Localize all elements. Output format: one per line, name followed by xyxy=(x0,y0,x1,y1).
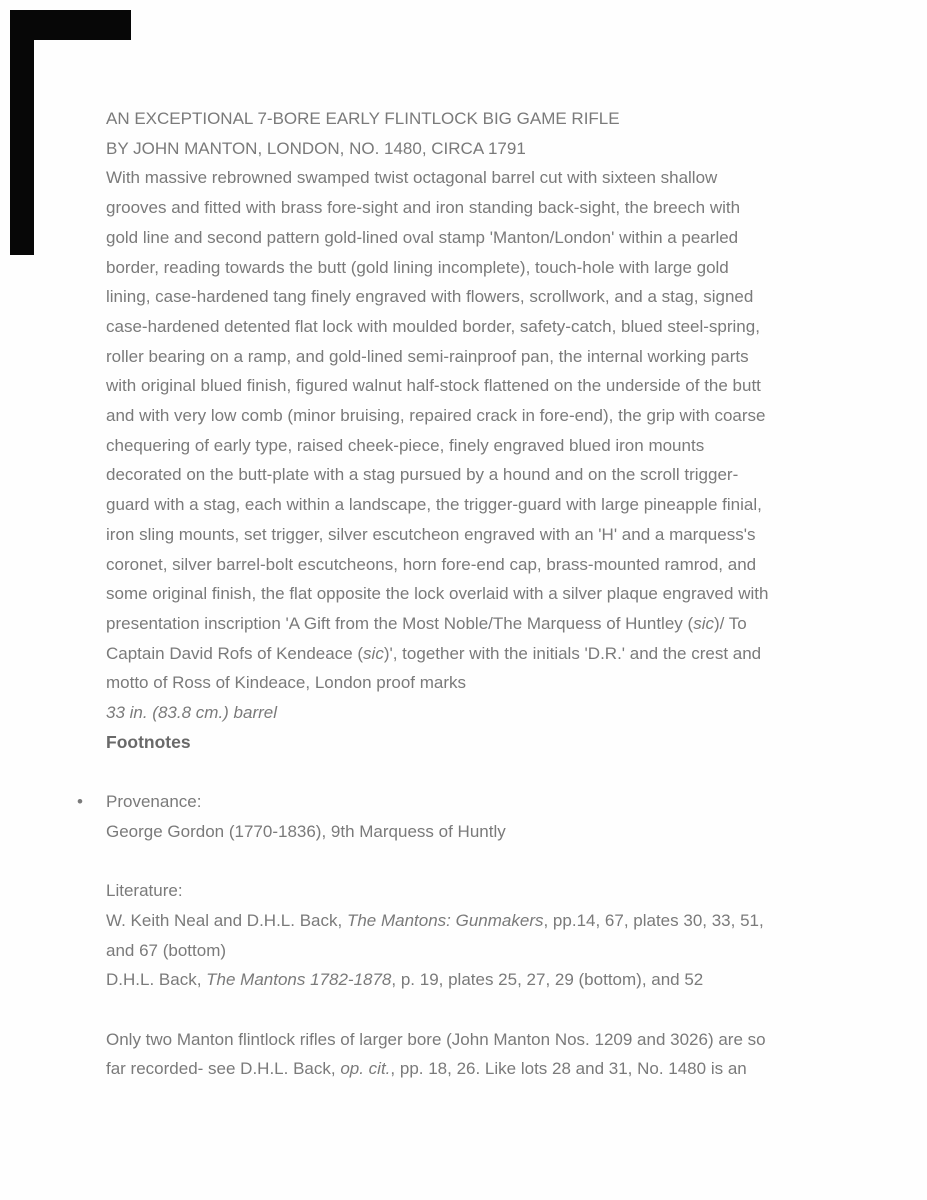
footnote-body xyxy=(106,787,866,1084)
text-line: with original blued finish, figured walnut half-stock flattened on the underside of the butt xyxy=(106,376,761,396)
lot-description-text xyxy=(106,163,866,698)
blank-line xyxy=(106,995,866,1025)
text-line: D.H.L. Back, The Mantons 1782-1878, p. 19, plates 25, 27, 29 (bottom), and 52 xyxy=(106,970,704,990)
catalogue-note xyxy=(106,1025,866,1084)
provenance-text: George Gordon (1770-1836), 9th Marquess of Huntly xyxy=(106,821,506,841)
text-line: grooves and fitted with brass fore-sight and iron standing back-sight, the breech with xyxy=(106,198,741,218)
lot-title-line1: AN EXCEPTIONAL 7-BORE EARLY FLINTLOCK BIG GAME RIFLE xyxy=(106,109,620,128)
text-line: coronet, silver barrel-bolt escutcheons, horn fore-end cap, brass-mounted ramrod, and xyxy=(106,554,757,574)
text-line: presentation inscription 'A Gift from the Most Noble/The Marquess of Huntley (sic)/ To xyxy=(106,613,747,633)
text-line: Only two Manton flintlock rifles of larger bore (John Manton Nos. 1209 and 3026) are so xyxy=(106,1029,766,1049)
text-line: W. Keith Neal and D.H.L. Back, The Mantons: Gunmakers, pp.14, 67, plates 30, 33, 51, xyxy=(106,910,764,930)
blank-line xyxy=(106,847,866,877)
footnote-item xyxy=(77,787,866,1084)
barrel-length: 33 in. (83.8 cm.) barrel xyxy=(106,703,278,723)
text-line: iron sling mounts, set trigger, silver escutcheon engraved with an 'H' and a marquess's xyxy=(106,524,756,544)
provenance-label: Provenance: xyxy=(106,792,202,812)
lot-title-line2: BY JOHN MANTON, LONDON, NO. 1480, CIRCA 1791 xyxy=(106,138,526,158)
lot-description-block xyxy=(77,104,866,1084)
text-line: roller bearing on a ramp, and gold-lined semi-rainproof pan, the internal working parts xyxy=(106,346,749,366)
text-line: guard with a stag, each within a landscape, the trigger-guard with large pineapple finial, xyxy=(106,495,762,515)
text-line: gold line and second pattern gold-lined oval stamp 'Manton/London' within a pearled xyxy=(106,227,739,247)
text-line: lining, case-hardened tang finely engraved with flowers, scrollwork, and a stag, signed xyxy=(106,287,754,307)
scan-artifact-top-bar xyxy=(10,10,131,40)
lot-title xyxy=(106,104,866,163)
text-line: some original finish, the flat opposite the lock overlaid with a silver plaque engraved with xyxy=(106,584,769,604)
literature-references xyxy=(106,906,866,995)
text-line: decorated on the butt-plate with a stag pursued by a hound and on the scroll trigger- xyxy=(106,465,739,485)
scan-artifact-left-bar xyxy=(10,10,34,255)
footnotes-heading: Footnotes xyxy=(106,731,191,752)
text-line: far recorded- see D.H.L. Back, op. cit., pp. 18, 26. Like lots 28 and 31, No. 1480 is an xyxy=(106,1059,747,1079)
text-line: motto of Ross of Kindeace, London proof marks xyxy=(106,673,467,693)
bullet-icon: • xyxy=(77,792,83,812)
text-line: and with very low comb (minor bruising, repaired crack in fore-end), the grip with coarse xyxy=(106,406,766,426)
text-line: With massive rebrowned swamped twist octagonal barrel cut with sixteen shallow xyxy=(106,168,718,188)
text-line: chequering of early type, raised cheek-piece, finely engraved blued iron mounts xyxy=(106,435,705,455)
literature-label: Literature: xyxy=(106,881,183,901)
text-line: border, reading towards the butt (gold lining incomplete), touch-hole with large gold xyxy=(106,257,729,277)
text-line: Captain David Rofs of Kendeace (sic)', together with the initials 'D.R.' and the crest and xyxy=(106,643,762,663)
text-line: case-hardened detented flat lock with moulded border, safety-catch, blued steel-spring, xyxy=(106,316,760,336)
text-line: and 67 (bottom) xyxy=(106,940,227,960)
